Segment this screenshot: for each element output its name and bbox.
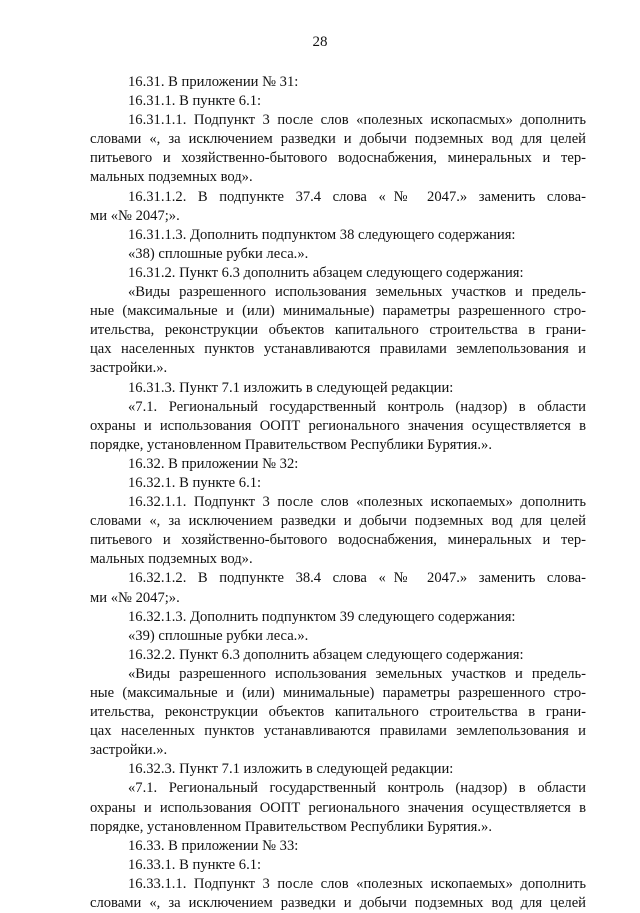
text-line: 16.31.1. В пункте 6.1: (128, 93, 262, 110)
text-line: застройки.». (90, 360, 168, 377)
text-line: порядке, установленном Правительством Республики Бурятия.». (90, 818, 492, 835)
text-line: «Виды разрешенного использования земельных участков и предель- (128, 284, 586, 301)
text-line: 16.32.2. Пункт 6.3 дополнить абзацем следующего содержания: (128, 646, 524, 663)
text-line: охраны и использования ООПТ регионального значения осуществляется в (90, 417, 586, 434)
text-line: ительства, реконструкции объектов капитального строительства в грани- (90, 322, 586, 339)
text-line: порядке, установленном Правительством Республики Бурятия.». (90, 436, 492, 453)
text-line: 16.32.3. Пункт 7.1 изложить в следующей редакции: (128, 761, 454, 778)
text-line: 16.32.1.2. В подпункте 38.4 слова «№ 2047.» заменить слова- (128, 570, 586, 587)
text-line: 16.31.3. Пункт 7.1 изложить в следующей редакции: (128, 379, 454, 396)
document-body (90, 73, 586, 913)
text-line: «7.1. Региональный государственный контроль (надзор) в области (128, 398, 586, 415)
text-line: мальных подземных вод». (90, 551, 253, 568)
text-line: застройки.». (90, 742, 168, 759)
text-line: 16.32.1.3. Дополнить подпунктом 39 следующего содержания: (128, 608, 516, 625)
text-line: 16.32.1. В пункте 6.1: (128, 474, 262, 491)
text-line: питьевого и хозяйственно-бытового водоснабжения, минеральных и тер- (90, 150, 586, 167)
text-line: 16.33. В приложении № 33: (128, 837, 299, 854)
text-line: ные (максимальные и (или) минимальные) параметры разрешенного стро- (90, 303, 586, 320)
text-line: 16.31.1.1. Подпункт 3 после слов «полезных ископасмых» дополнить (128, 112, 586, 129)
text-line: 16.31.1.2. В подпункте 37.4 слова «№ 2047.» заменить слова- (128, 188, 586, 205)
text-line: «39) сплошные рубки леса.». (128, 627, 309, 644)
page-number: 28 (312, 34, 328, 50)
text-line: 16.32. В приложении № 32: (128, 455, 299, 472)
text-line: «Виды разрешенного использования земельных участков и предель- (128, 665, 586, 682)
text-line: 16.32.1.1. Подпункт 3 после слов «полезных ископаемых» дополнить (128, 494, 586, 511)
text-line: ми «№ 2047;». (90, 207, 180, 224)
text-line: 16.33.1. В пункте 6.1: (128, 856, 262, 873)
text-line: ительства, реконструкции объектов капитального строительства в грани- (90, 704, 586, 721)
text-line: 16.33.1.1. Подпункт 3 после слов «полезных ископаемых» дополнить (128, 875, 586, 892)
text-line: мальных подземных вод». (90, 169, 253, 186)
text-line: «38) сплошные рубки леса.». (128, 245, 309, 262)
text-line: 16.31. В приложении № 31: (128, 74, 299, 90)
text-line: питьевого и хозяйственно-бытового водоснабжения, минеральных и тер- (90, 532, 586, 549)
text-line: 16.31.1.3. Дополнить подпунктом 38 следующего содержания: (128, 226, 516, 243)
text-line: цах населенных пунктов устанавливаются правилами землепользования и (90, 341, 586, 358)
text-line: ные (максимальные и (или) минимальные) параметры разрешенного стро- (90, 685, 586, 701)
text-line: 16.31.2. Пункт 6.3 дополнить абзацем следующего содержания: (128, 264, 524, 281)
text-line: цах населенных пунктов устанавливаются правилами землепользования и (90, 723, 586, 740)
text-line: словами «, за исключением разведки и добычи подземных вод для целей (90, 513, 586, 530)
text-line: ми «№ 2047;». (90, 589, 180, 606)
text-line: охраны и использования ООПТ регионального значения осуществляется в (90, 799, 586, 816)
text-line: словами «, за исключением разведки и добычи подземных вод для целей (90, 131, 586, 148)
text-line: «7.1. Региональный государственный контроль (надзор) в области (128, 780, 586, 797)
text-line: словами «, за исключением разведки и добычи подземных вод для целей (90, 895, 586, 912)
